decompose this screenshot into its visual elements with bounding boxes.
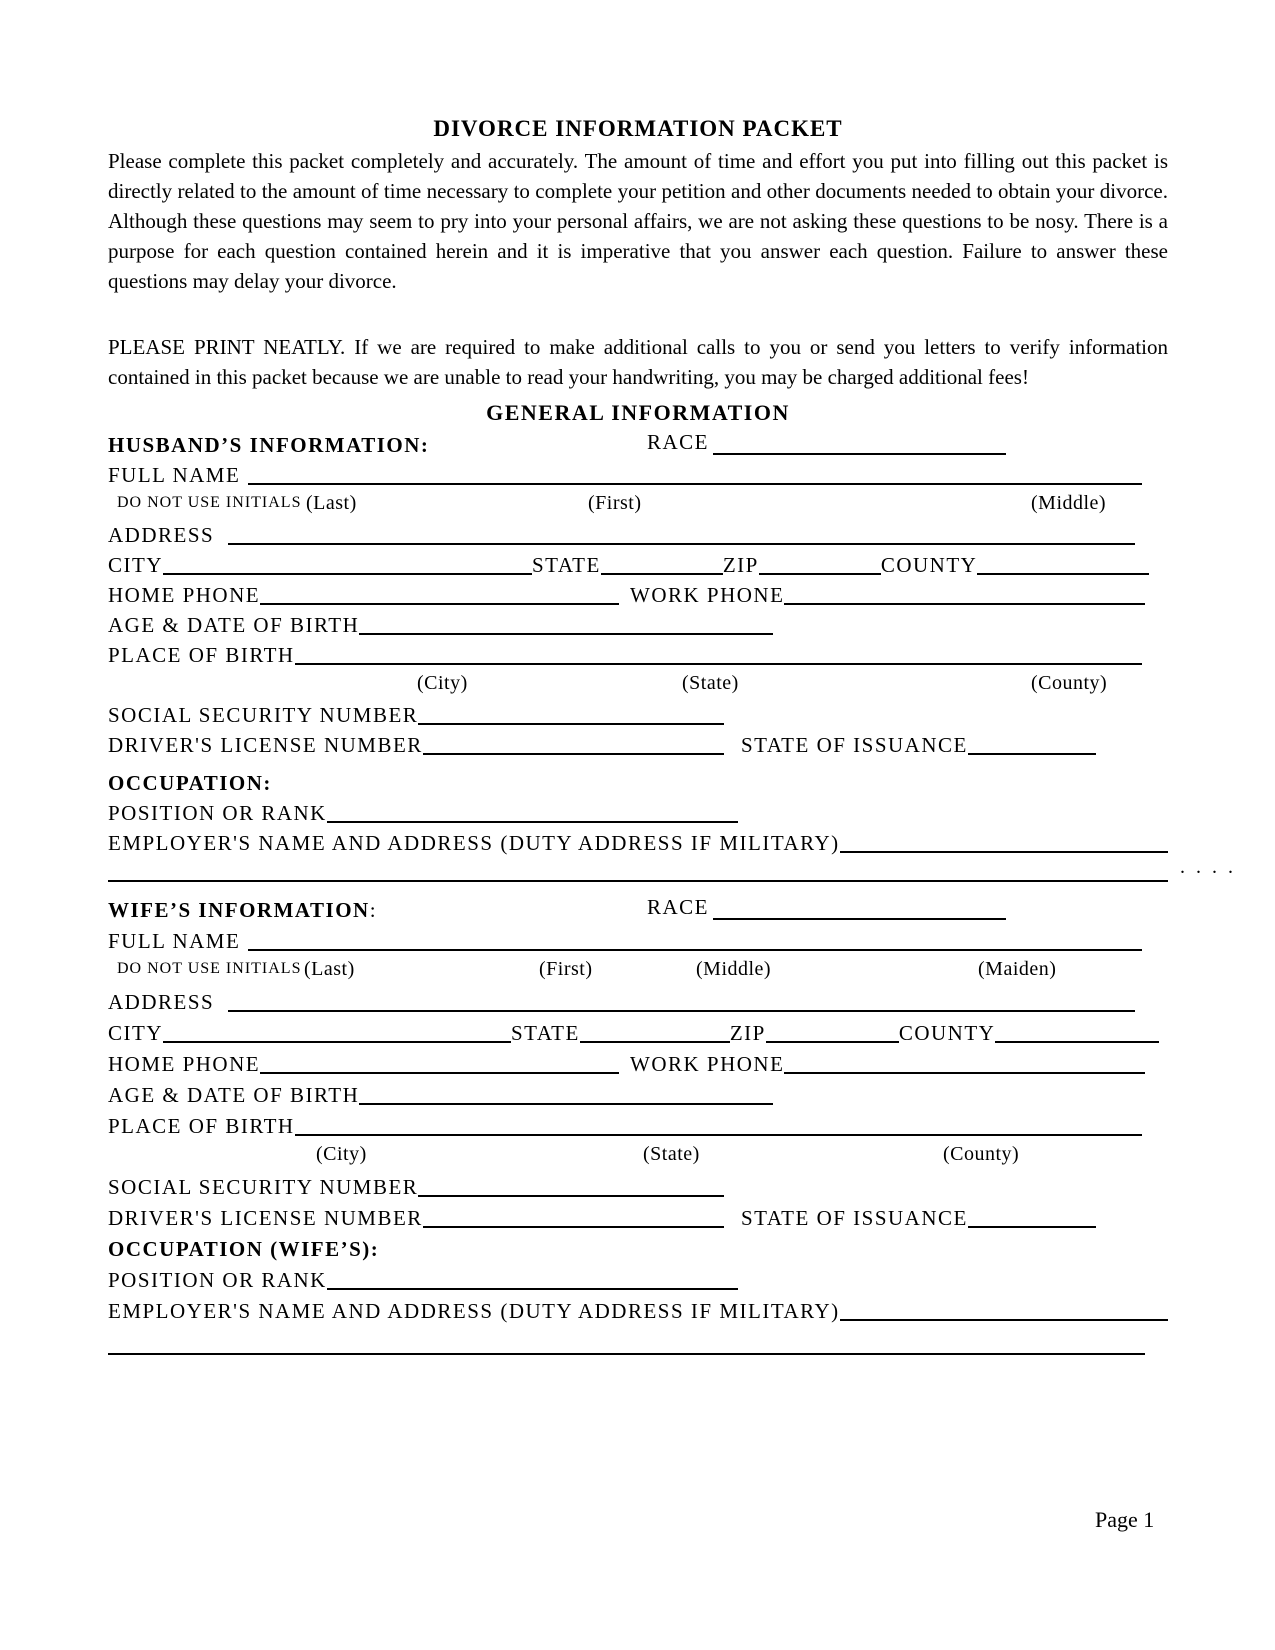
wife-occupation-heading: OCCUPATION (WIFE’S): (108, 1237, 380, 1261)
wife-age-dob-row (108, 1077, 1168, 1108)
husband-work-phone-field[interactable] (784, 603, 1145, 605)
husband-city-field[interactable] (163, 573, 532, 575)
husband-race-label: RACE (647, 430, 710, 454)
husband-full-name-row (108, 458, 1168, 488)
wife-position-rank-row (108, 1262, 1168, 1293)
wife-first-sublabel: (First) (539, 958, 593, 980)
husband-phone-row (108, 578, 1168, 608)
husband-city-row (108, 548, 1168, 578)
wife-birth-state-sublabel: (State) (643, 1143, 700, 1165)
wife-name-sublabels-row (108, 954, 1168, 984)
husband-state-of-issuance-field[interactable] (968, 753, 1096, 755)
wife-maiden-sublabel: (Maiden) (978, 958, 1057, 980)
wife-section-heading-colon: : (369, 898, 378, 922)
wife-city-label: CITY (108, 1021, 163, 1045)
wife-drivers-license-label: DRIVER'S LICENSE NUMBER (108, 1206, 423, 1230)
husband-drivers-license-field[interactable] (423, 753, 724, 755)
wife-place-of-birth-field[interactable] (295, 1134, 1142, 1136)
wife-home-phone-label: HOME PHONE (108, 1052, 261, 1076)
wife-heading-row (108, 893, 1168, 923)
intro-paragraph: Please complete this packet completely and accurately. The amount of time and effort you put into filling out this packet is directly related to the amount of time necessary to complete your petition and other documents needed to obtain your divorce. Although these questions may seem to pry into your personal affairs, we are not asking these questions to be nosy. There is a purpose for each question contained herein and it is imperative that you answer each question. Failure to answer these questions may delay your divorce. (108, 149, 1168, 293)
general-information-heading: GENERAL INFORMATION (486, 400, 790, 425)
husband-address-label: ADDRESS (108, 523, 215, 547)
husband-drivers-license-label: DRIVER'S LICENSE NUMBER (108, 733, 423, 757)
husband-first-sublabel: (First) (588, 492, 642, 514)
husband-age-dob-row (108, 608, 1168, 638)
wife-ssn-field[interactable] (418, 1195, 724, 1197)
wife-race-field[interactable] (713, 918, 1006, 920)
wife-home-phone-field[interactable] (260, 1072, 619, 1074)
wife-birth-sublabels-row (108, 1139, 1168, 1169)
document-content (108, 0, 1236, 1355)
wife-position-rank-label: POSITION OR RANK (108, 1268, 327, 1292)
wife-employer-label: EMPLOYER'S NAME AND ADDRESS (DUTY ADDRESS IF MILITARY) (108, 1299, 840, 1323)
wife-last-sublabel: (Last) (304, 958, 355, 980)
husband-birth-county-sublabel: (County) (1031, 672, 1108, 694)
wife-place-of-birth-label: PLACE OF BIRTH (108, 1114, 295, 1138)
husband-state-of-issuance-label: STATE OF ISSUANCE (741, 733, 968, 757)
husband-occupation-heading: OCCUPATION: (108, 771, 272, 795)
husband-home-phone-label: HOME PHONE (108, 583, 261, 607)
continuation-dots: . . . . (1180, 856, 1236, 878)
wife-ssn-label: SOCIAL SECURITY NUMBER (108, 1175, 419, 1199)
husband-employer-continuation-row (108, 856, 1236, 885)
husband-county-field[interactable] (977, 573, 1149, 575)
husband-position-rank-row (108, 796, 1168, 826)
husband-ssn-field[interactable] (418, 723, 724, 725)
wife-full-name-field[interactable] (248, 949, 1142, 951)
husband-state-field[interactable] (601, 573, 723, 575)
wife-state-of-issuance-field[interactable] (968, 1226, 1096, 1228)
wife-zip-label: ZIP (729, 1021, 766, 1045)
wife-work-phone-field[interactable] (784, 1072, 1145, 1074)
husband-age-dob-field[interactable] (359, 633, 773, 635)
husband-address-row (108, 518, 1168, 548)
wife-position-rank-field[interactable] (327, 1288, 738, 1290)
husband-section-heading: HUSBAND’S INFORMATION: (108, 433, 430, 457)
wife-full-name-row (108, 923, 1168, 954)
husband-work-phone-label: WORK PHONE (630, 583, 785, 607)
wife-city-field[interactable] (163, 1041, 511, 1043)
wife-address-row (108, 984, 1168, 1015)
husband-age-dob-label: AGE & DATE OF BIRTH (108, 613, 360, 637)
wife-employer-row (108, 1293, 1168, 1324)
wife-birth-city-sublabel: (City) (316, 1143, 367, 1165)
husband-race-field[interactable] (713, 453, 1006, 455)
husband-occupation-row (108, 766, 1168, 796)
husband-position-rank-label: POSITION OR RANK (108, 801, 327, 825)
wife-ssn-row (108, 1169, 1168, 1200)
husband-ssn-label: SOCIAL SECURITY NUMBER (108, 703, 419, 727)
wife-birth-county-sublabel: (County) (943, 1143, 1020, 1165)
husband-full-name-label: FULL NAME (108, 463, 241, 487)
husband-heading-row (108, 428, 1168, 458)
husband-name-sublabels-row (108, 488, 1168, 518)
page-number: Page 1 (1095, 1507, 1155, 1532)
wife-county-label: COUNTY (898, 1021, 996, 1045)
document-title: DIVORCE INFORMATION PACKET (433, 116, 843, 141)
wife-employer-field[interactable] (840, 1319, 1168, 1321)
wife-place-of-birth-row (108, 1108, 1168, 1139)
wife-zip-field[interactable] (766, 1041, 899, 1043)
wife-state-label: STATE (511, 1021, 580, 1045)
wife-age-dob-label: AGE & DATE OF BIRTH (108, 1083, 360, 1107)
husband-home-phone-field[interactable] (260, 603, 619, 605)
husband-city-label: CITY (108, 553, 163, 577)
husband-state-label: STATE (532, 553, 601, 577)
husband-place-of-birth-label: PLACE OF BIRTH (108, 643, 295, 667)
husband-position-rank-field[interactable] (327, 821, 738, 823)
wife-address-field[interactable] (228, 1010, 1135, 1012)
husband-county-label: COUNTY (880, 553, 978, 577)
husband-place-of-birth-field[interactable] (295, 663, 1142, 665)
husband-middle-sublabel: (Middle) (1031, 492, 1107, 514)
husband-employer-row (108, 826, 1168, 856)
wife-section-heading: WIFE’S INFORMATION (108, 898, 370, 922)
wife-state-field[interactable] (580, 1041, 730, 1043)
husband-employer-label: EMPLOYER'S NAME AND ADDRESS (DUTY ADDRESS IF MILITARY) (108, 831, 840, 855)
wife-employer-continuation-field[interactable] (108, 1353, 1145, 1355)
print-neatly-paragraph: PLEASE PRINT NEATLY. If we are required to make additional calls to you or send you letters to verify information contained in this packet because we are unable to read your handwriting, you may be charged additional fees! (108, 335, 1168, 389)
husband-address-field[interactable] (228, 543, 1135, 545)
husband-birth-city-sublabel: (City) (417, 672, 468, 694)
husband-employer-field[interactable] (840, 851, 1168, 853)
husband-place-of-birth-row (108, 638, 1168, 668)
wife-county-field[interactable] (995, 1041, 1159, 1043)
wife-phone-row (108, 1046, 1168, 1077)
husband-birth-state-sublabel: (State) (682, 672, 739, 694)
wife-middle-sublabel: (Middle) (696, 958, 772, 980)
wife-do-not-use-initials-note: DO NOT USE INITIALS (117, 960, 302, 977)
wife-drivers-license-field[interactable] (423, 1226, 724, 1228)
husband-drivers-license-row (108, 728, 1168, 758)
husband-employer-continuation-field[interactable] (108, 880, 1168, 882)
wife-drivers-license-row (108, 1200, 1168, 1231)
wife-age-dob-field[interactable] (359, 1103, 773, 1105)
wife-occupation-row (108, 1231, 1168, 1262)
husband-birth-sublabels-row (108, 668, 1168, 698)
wife-full-name-label: FULL NAME (108, 929, 241, 953)
wife-address-label: ADDRESS (108, 990, 215, 1014)
husband-zip-field[interactable] (759, 573, 881, 575)
wife-work-phone-label: WORK PHONE (630, 1052, 785, 1076)
husband-ssn-row (108, 698, 1168, 728)
wife-state-of-issuance-label: STATE OF ISSUANCE (741, 1206, 968, 1230)
husband-last-sublabel: (Last) (306, 492, 357, 514)
husband-zip-label: ZIP (722, 553, 759, 577)
wife-city-row (108, 1015, 1168, 1046)
wife-race-label: RACE (647, 895, 710, 919)
husband-do-not-use-initials-note: DO NOT USE INITIALS (117, 494, 302, 511)
husband-full-name-field[interactable] (248, 483, 1142, 485)
